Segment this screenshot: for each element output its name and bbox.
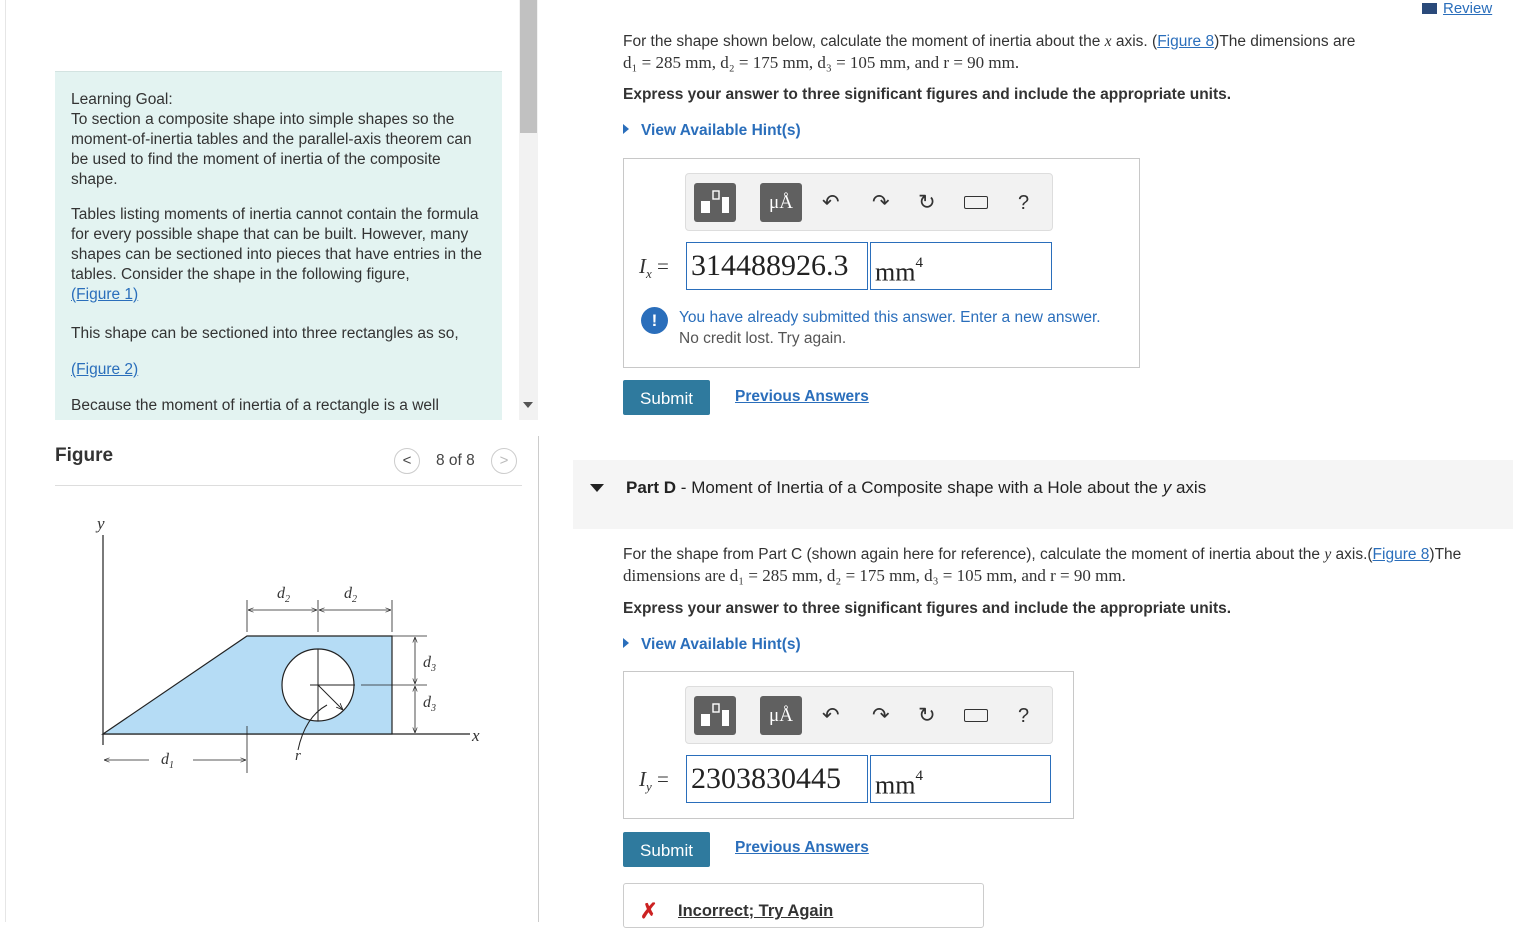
part-c-figure-link[interactable]: Figure 8 — [1157, 33, 1215, 50]
figure-counter: 8 of 8 — [436, 452, 475, 469]
x-axis-label: x — [472, 726, 480, 745]
units-button[interactable]: μÅ — [760, 696, 802, 735]
part-d-value-input[interactable]: 2303830445 — [686, 755, 868, 803]
figure-divider — [55, 485, 522, 486]
keyboard-icon[interactable] — [964, 709, 988, 722]
caret-right-icon — [623, 638, 629, 648]
part-d-title — [626, 478, 1206, 498]
templates-button[interactable] — [694, 696, 736, 735]
part-c-warning — [679, 307, 1101, 349]
composite-shape-figure — [55, 505, 495, 775]
chevron-left-icon: < — [402, 452, 412, 469]
part-c-axis: x — [1104, 33, 1112, 50]
templates-icon — [694, 183, 736, 222]
d1-label: $d_1$ — [161, 751, 174, 771]
redo-icon[interactable]: ↷ — [872, 191, 890, 214]
help-button[interactable]: ? — [1018, 192, 1030, 214]
templates-button[interactable] — [694, 183, 736, 222]
part-d-unit-exponent: 4 — [915, 768, 923, 784]
part-c-question — [623, 31, 1503, 74]
d2-left-label: $d_2$ — [277, 585, 290, 605]
part-d-var-subscript: y — [646, 779, 652, 795]
part-c-unit-exponent: 4 — [915, 255, 923, 271]
part-c-units-input[interactable] — [870, 242, 1052, 290]
undo-icon[interactable]: ↶ — [822, 191, 840, 214]
reset-icon[interactable]: ↻ — [918, 704, 936, 727]
left-border — [5, 0, 6, 922]
part-c-submit-button[interactable]: Submit — [623, 380, 710, 415]
part-c-instruction: Express your answer to three significant figures and include the appropriate units. — [623, 86, 1232, 103]
review-label: Review — [1443, 0, 1493, 17]
part-d-title-dash: - — [676, 478, 692, 497]
radius-label: r — [295, 748, 301, 764]
part-d-label: Part D — [626, 478, 677, 497]
part-d-question — [623, 544, 1518, 587]
part-c-var-subscript: x — [646, 266, 652, 282]
part-d-instruction: Express your answer to three significant figures and include the appropriate units. — [623, 600, 1232, 617]
part-d-axis: y — [1324, 546, 1332, 563]
part-d-feedback-text — [678, 902, 833, 921]
part-c-equals: = — [657, 254, 669, 278]
part-c-unit-base: mm — [875, 257, 916, 287]
part-d-question-mid: axis.( — [1331, 546, 1373, 563]
scrollbar-thumb[interactable] — [520, 0, 537, 133]
info-alert-icon: ! — [641, 307, 668, 334]
part-d-question-prefix: For the shape from Part C (shown again here for reference), calculate the moment of inertia about the — [623, 546, 1325, 563]
d2-right-label: $d_2$ — [344, 585, 357, 605]
d3-upper-label: $d_3$ — [423, 654, 436, 674]
part-c-previous-answers-link[interactable]: Previous Answers — [735, 388, 869, 405]
incorrect-x-icon: ✗ — [640, 900, 658, 923]
previous-figure-button[interactable] — [394, 448, 420, 474]
help-button[interactable]: ? — [1018, 705, 1030, 727]
part-c-question-suffix: )The dimensions are — [1214, 33, 1356, 50]
part-d-figure-link[interactable]: Figure 8 — [1372, 546, 1430, 563]
units-button[interactable]: μÅ — [760, 183, 802, 222]
part-d-unit-base: mm — [875, 770, 916, 800]
figure-title: Figure — [55, 445, 114, 466]
part-d-title-text: Moment of Inertia of a Composite shape with a Hole about the — [691, 478, 1163, 497]
part-c-question-prefix: For the shape shown below, calculate the moment of inertia about the — [623, 33, 1105, 50]
learning-goal-para2: This shape can be sectioned into three rectangles as so, — [71, 325, 459, 342]
part-c-hint-toggle[interactable] — [623, 122, 801, 140]
part-d-feedback-label: Incorrect; Try Again — [678, 902, 834, 920]
templates-icon — [694, 696, 736, 735]
collapse-caret-icon[interactable] — [590, 484, 604, 492]
part-c-variable-label — [639, 254, 669, 282]
undo-icon[interactable]: ↶ — [822, 704, 840, 727]
learning-goal-para3: Because the moment of inertia of a rectangle is a well — [71, 397, 439, 414]
part-d-dimensions: dimensions are d₁ = 285 mm, d₂ = 175 mm, d₃ = 105 mm, and r = 90 mm. — [623, 566, 1126, 585]
review-link[interactable] — [1422, 0, 1492, 17]
part-c-dimensions: d₁ = 285 mm, d₂ = 175 mm, d₃ = 105 mm, and r = 90 mm. — [623, 53, 1020, 72]
scroll-down-icon[interactable] — [523, 402, 533, 408]
part-d-title-axis: y — [1162, 478, 1172, 497]
learning-goal-para1: Tables listing moments of inertia cannot contain the formula for every possible shape that can be built. However, many shapes can be sectioned into pieces that have entries in the tables. Consider the shape in the following figure, — [71, 206, 483, 283]
part-c-var-symbol: I — [639, 254, 646, 278]
part-c-warning-line2: No credit lost. Try again. — [679, 330, 847, 347]
learning-goal-panel[interactable] — [55, 71, 502, 420]
part-d-equals: = — [657, 767, 669, 791]
part-d-hint-toggle[interactable] — [623, 636, 801, 654]
part-c-question-mid: axis. ( — [1111, 33, 1158, 50]
d3-lower-label: $d_3$ — [423, 694, 436, 714]
learning-goal-text: To section a composite shape into simple shapes so the moment-of-inertia tables and the parallel-axis theorem can be used to find the moment of inertia of the composite shape. — [71, 111, 472, 188]
chevron-right-icon: > — [499, 452, 509, 469]
reset-icon[interactable]: ↻ — [918, 191, 936, 214]
keyboard-icon[interactable] — [964, 196, 988, 209]
figure-1-link[interactable]: (Figure 1) — [71, 286, 139, 303]
figure-2-link[interactable]: (Figure 2) — [71, 361, 139, 378]
part-c-value-input[interactable]: 314488926.3 — [686, 242, 868, 290]
book-icon — [1422, 3, 1437, 14]
learning-goal-heading: Learning Goal: — [71, 91, 173, 108]
part-c-hint-label: View Available Hint(s) — [641, 122, 801, 139]
part-d-hint-label: View Available Hint(s) — [641, 636, 801, 653]
left-pane — [0, 0, 540, 922]
part-d-units-input[interactable] — [870, 755, 1051, 803]
part-d-question-suffix: )The — [1429, 546, 1462, 563]
part-d-variable-label — [639, 767, 669, 795]
pane-splitter[interactable] — [538, 436, 539, 922]
redo-icon[interactable]: ↷ — [872, 704, 890, 727]
part-d-previous-answers-link[interactable]: Previous Answers — [735, 839, 869, 856]
next-figure-button[interactable] — [491, 448, 517, 474]
part-c-warning-line1: You have already submitted this answer. Enter a new answer. — [679, 309, 1101, 326]
part-c-math-toolbar — [685, 173, 1053, 231]
part-d-math-toolbar — [685, 686, 1053, 744]
caret-right-icon — [623, 124, 629, 134]
part-d-submit-button[interactable]: Submit — [623, 832, 710, 867]
part-d-title-suffix: axis — [1171, 478, 1207, 497]
part-d-var-symbol: I — [639, 767, 646, 791]
y-axis-label: y — [97, 514, 105, 533]
